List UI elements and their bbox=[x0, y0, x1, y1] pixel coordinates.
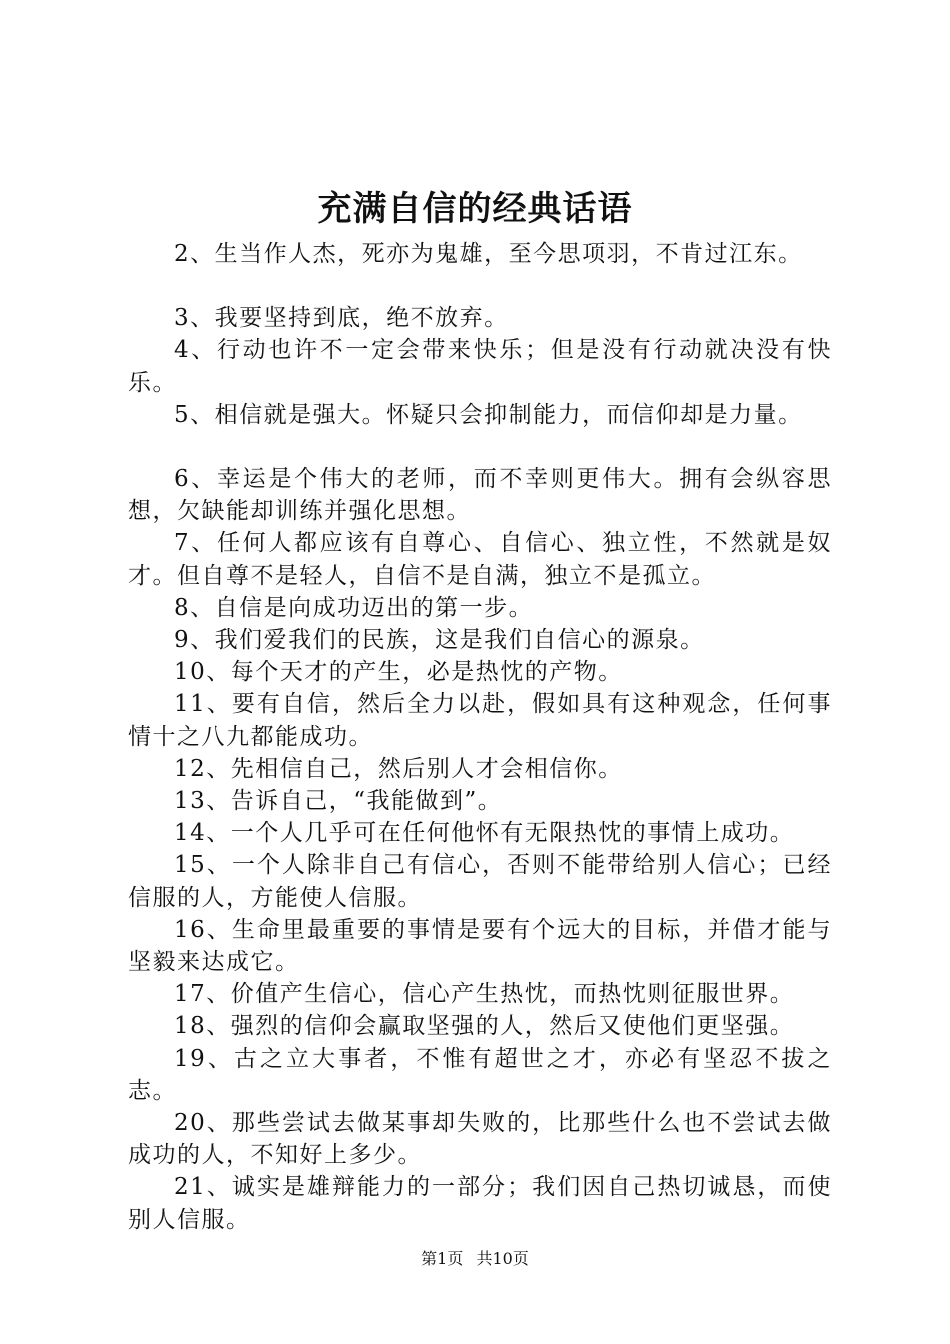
paragraph: 15、一个人除非自己有信心，否则不能带给别人信心；已经信服的人，方能使人信服。 bbox=[128, 852, 832, 911]
paragraph: 17、价值产生信心，信心产生热忱，而热忱则征服世界。 bbox=[174, 981, 795, 1008]
paragraph: 2、生当作人杰，死亦为鬼雄，至今思项羽，不肯过江东。 bbox=[174, 241, 803, 267]
paragraph: 12、先相信自己，然后别人才会相信你。 bbox=[174, 755, 623, 782]
paragraph: 19、古之立大事者，不惟有超世之才，亦必有坚忍不拔之志。 bbox=[128, 1045, 832, 1104]
paragraph: 7、任何人都应该有自尊心、自信心、独立性，不然就是奴才。但自尊不是轻人，自信不是自满，独立不是孤立。 bbox=[128, 530, 832, 589]
paragraph: 18、强烈的信仰会赢取坚强的人，然后又使他们更坚强。 bbox=[174, 1013, 795, 1040]
paragraph: 14、一个人几乎可在任何他怀有无限热忱的事情上成功。 bbox=[174, 820, 795, 847]
paragraph: 13、告诉自己，“我能做到”。 bbox=[174, 788, 503, 815]
page-number: 第1页 bbox=[421, 1249, 464, 1268]
paragraph: 9、我们爱我们的民族，这是我们自信心的源泉。 bbox=[174, 627, 705, 654]
paragraph: 16、生命里最重要的事情是要有个远大的目标，并借才能与坚毅来达成它。 bbox=[128, 916, 832, 976]
paragraph: 4、行动也许不一定会带来快乐；但是没有行动就决没有快乐。 bbox=[128, 337, 832, 396]
page-title: 充满自信的经典话语 bbox=[317, 189, 633, 229]
document-body bbox=[128, 238, 832, 1236]
paragraph: 21、诚实是雄辩能力的一部分；我们因自己热切诚恳，而使别人信服。 bbox=[128, 1174, 832, 1233]
paragraph: 6、幸运是个伟大的老师，而不幸则更伟大。拥有会纵容思想，欠缺能却训练并强化思想。 bbox=[128, 466, 832, 525]
page-total: 共10页 bbox=[476, 1249, 529, 1268]
paragraph: 5、相信就是强大。怀疑只会抑制能力，而信仰却是力量。 bbox=[174, 401, 803, 428]
paragraph: 10、每个天才的产生，必是热忱的产物。 bbox=[174, 659, 623, 686]
paragraph: 11、要有自信，然后全力以赴，假如具有这种观念，任何事情十之八九都能成功。 bbox=[128, 691, 832, 750]
page-footer bbox=[0, 1248, 950, 1270]
paragraph: 3、我要坚持到底，绝不放弃。 bbox=[174, 305, 509, 332]
paragraph: 8、自信是向成功迈出的第一步。 bbox=[174, 594, 534, 621]
paragraph: 20、那些尝试去做某事却失败的，比那些什么也不尝试去做成功的人，不知好上多少。 bbox=[128, 1110, 832, 1169]
